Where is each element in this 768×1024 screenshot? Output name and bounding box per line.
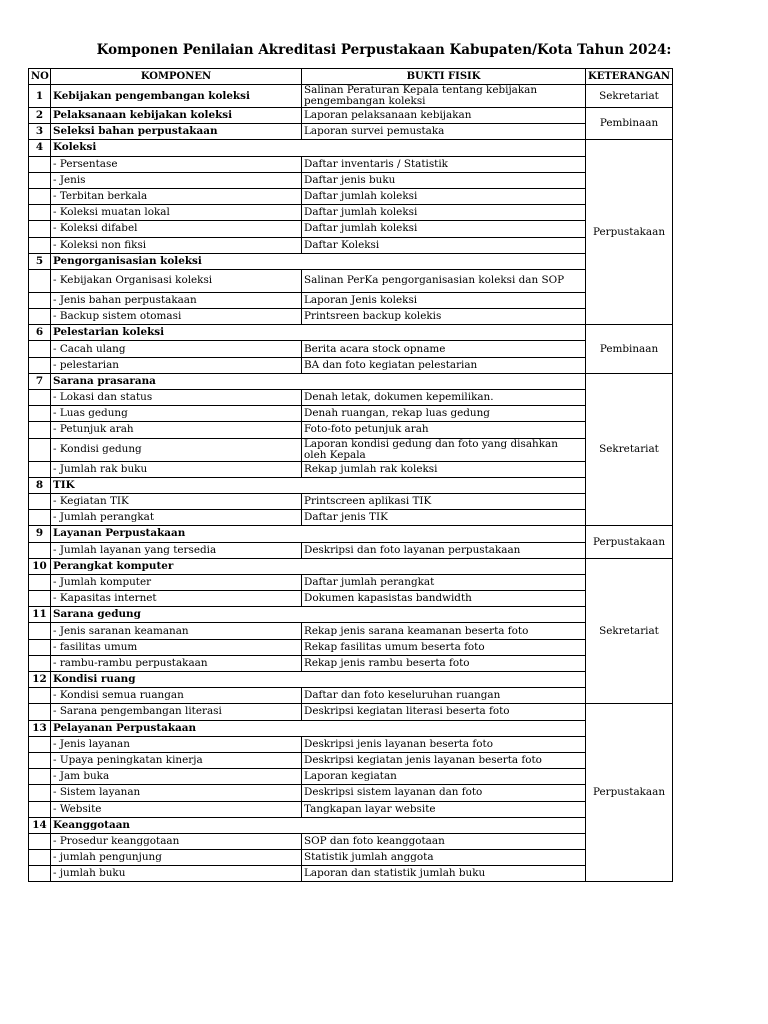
row-number: 14 xyxy=(29,817,51,833)
table-row xyxy=(29,704,673,720)
row-number xyxy=(29,769,51,785)
table-row xyxy=(29,801,673,817)
komponen-cell: - fasilitas umum xyxy=(51,639,302,655)
bukti-fisik-cell: Daftar jumlah koleksi xyxy=(302,188,586,204)
section-row xyxy=(29,85,673,108)
table-row xyxy=(29,188,673,204)
bukti-fisik-cell: Daftar dan foto keseluruhan ruangan xyxy=(302,688,586,704)
table-row xyxy=(29,850,673,866)
komponen-cell: - Koleksi non fiksi xyxy=(51,237,302,253)
row-number xyxy=(29,850,51,866)
komponen-cell: - Upaya peningkatan kinerja xyxy=(51,752,302,768)
komponen-cell: - pelestarian xyxy=(51,357,302,373)
komponen-cell: Kebijakan pengembangan koleksi xyxy=(51,85,302,108)
table-row xyxy=(29,406,673,422)
komponen-cell: - jumlah pengunjung xyxy=(51,850,302,866)
bukti-fisik-cell: Deskripsi sistem layanan dan foto xyxy=(302,785,586,801)
komponen-cell: - rambu-rambu perpustakaan xyxy=(51,655,302,671)
komponen-cell: - Kapasitas internet xyxy=(51,591,302,607)
row-number xyxy=(29,357,51,373)
table-row xyxy=(29,438,673,461)
row-number xyxy=(29,341,51,357)
section-row xyxy=(29,526,673,542)
komponen-cell: - Lokasi dan status xyxy=(51,390,302,406)
komponen-cell: - jumlah buku xyxy=(51,866,302,882)
komponen-cell: - Kebijakan Organisasi koleksi xyxy=(51,269,302,292)
row-number xyxy=(29,156,51,172)
row-number xyxy=(29,639,51,655)
komponen-cell: - Jenis bahan perpustakaan xyxy=(51,292,302,308)
section-title: Pengorganisasian koleksi xyxy=(51,253,586,269)
keterangan-cell: Pembinaan xyxy=(586,108,673,140)
komponen-cell: - Jenis saranan keamanan xyxy=(51,623,302,639)
header-keterangan: KETERANGAN xyxy=(586,69,673,85)
bukti-fisik-cell: Laporan kondisi gedung dan foto yang disahkan oleh Kepala xyxy=(302,438,586,461)
row-number xyxy=(29,205,51,221)
bukti-fisik-cell: Daftar inventaris / Statistik xyxy=(302,156,586,172)
row-number xyxy=(29,542,51,558)
bukti-fisik-cell: Laporan survei pemustaka xyxy=(302,124,586,140)
bukti-fisik-cell: SOP dan foto keanggotaan xyxy=(302,833,586,849)
section-row xyxy=(29,817,673,833)
section-row xyxy=(29,720,673,736)
komponen-cell: Seleksi bahan perpustakaan xyxy=(51,124,302,140)
keterangan-cell: Perpustakaan xyxy=(586,704,673,882)
komponen-cell: - Prosedur keanggotaan xyxy=(51,833,302,849)
komponen-cell: - Kondisi gedung xyxy=(51,438,302,461)
bukti-fisik-cell: Daftar jenis TIK xyxy=(302,510,586,526)
komponen-cell: - Koleksi muatan lokal xyxy=(51,205,302,221)
komponen-cell: - Kegiatan TIK xyxy=(51,493,302,509)
bukti-fisik-cell: Laporan kegiatan xyxy=(302,769,586,785)
section-row xyxy=(29,373,673,389)
section-title: Perangkat komputer xyxy=(51,558,586,574)
section-row xyxy=(29,477,673,493)
row-number xyxy=(29,752,51,768)
bukti-fisik-cell: Deskripsi jenis layanan beserta foto xyxy=(302,736,586,752)
bukti-fisik-cell: Salinan PerKa pengorganisasian koleksi dan SOP xyxy=(302,269,586,292)
table-row xyxy=(29,752,673,768)
table-row xyxy=(29,866,673,882)
row-number: 3 xyxy=(29,124,51,140)
header-no: NO xyxy=(29,69,51,85)
row-number: 1 xyxy=(29,85,51,108)
table-row xyxy=(29,574,673,590)
keterangan-cell: Sekretariat xyxy=(586,373,673,526)
bukti-fisik-cell: Daftar jumlah koleksi xyxy=(302,221,586,237)
section-row xyxy=(29,558,673,574)
section-row xyxy=(29,253,673,269)
table-row xyxy=(29,591,673,607)
row-number xyxy=(29,292,51,308)
section-row xyxy=(29,325,673,341)
keterangan-cell: Pembinaan xyxy=(586,325,673,374)
table-row xyxy=(29,833,673,849)
table-row xyxy=(29,156,673,172)
bukti-fisik-cell: Daftar jumlah perangkat xyxy=(302,574,586,590)
row-number: 4 xyxy=(29,140,51,156)
keterangan-cell: Perpustakaan xyxy=(586,526,673,558)
row-number xyxy=(29,801,51,817)
komponen-cell: - Kondisi semua ruangan xyxy=(51,688,302,704)
row-number xyxy=(29,655,51,671)
komponen-cell: - Sistem layanan xyxy=(51,785,302,801)
row-number: 6 xyxy=(29,325,51,341)
komponen-cell: - Koleksi difabel xyxy=(51,221,302,237)
table-row xyxy=(29,655,673,671)
row-number xyxy=(29,704,51,720)
table-row xyxy=(29,493,673,509)
bukti-fisik-cell: Statistik jumlah anggota xyxy=(302,850,586,866)
table-row xyxy=(29,422,673,438)
row-number: 7 xyxy=(29,373,51,389)
bukti-fisik-cell: BA dan foto kegiatan pelestarian xyxy=(302,357,586,373)
keterangan-cell: Perpustakaan xyxy=(586,140,673,325)
komponen-cell: - Jumlah perangkat xyxy=(51,510,302,526)
row-number: 13 xyxy=(29,720,51,736)
table-row xyxy=(29,688,673,704)
row-number: 5 xyxy=(29,253,51,269)
bukti-fisik-cell: Printscreen aplikasi TIK xyxy=(302,493,586,509)
row-number xyxy=(29,493,51,509)
section-title: Pelestarian koleksi xyxy=(51,325,586,341)
row-number: 8 xyxy=(29,477,51,493)
row-number: 10 xyxy=(29,558,51,574)
row-number xyxy=(29,188,51,204)
section-title: Koleksi xyxy=(51,140,586,156)
row-number xyxy=(29,688,51,704)
komponen-cell: - Terbitan berkala xyxy=(51,188,302,204)
section-row xyxy=(29,607,673,623)
table-row xyxy=(29,172,673,188)
row-number xyxy=(29,510,51,526)
bukti-fisik-cell: Deskripsi dan foto layanan perpustakaan xyxy=(302,542,586,558)
bukti-fisik-cell: Rekap jenis sarana keamanan beserta foto xyxy=(302,623,586,639)
table-row xyxy=(29,623,673,639)
table-row xyxy=(29,292,673,308)
komponen-cell: - Luas gedung xyxy=(51,406,302,422)
keterangan-cell: Sekretariat xyxy=(586,85,673,108)
section-title: Keanggotaan xyxy=(51,817,586,833)
bukti-fisik-cell: Rekap jumlah rak koleksi xyxy=(302,461,586,477)
table-header-row xyxy=(29,69,673,85)
table-row xyxy=(29,269,673,292)
komponen-cell: - Jumlah layanan yang tersedia xyxy=(51,542,302,558)
komponen-cell: - Jenis xyxy=(51,172,302,188)
table-row xyxy=(29,390,673,406)
section-title: Sarana gedung xyxy=(51,607,586,623)
komponen-cell: - Cacah ulang xyxy=(51,341,302,357)
komponen-cell: - Jam buka xyxy=(51,769,302,785)
section-title: TIK xyxy=(51,477,586,493)
row-number xyxy=(29,574,51,590)
document-title: Komponen Penilaian Akreditasi Perpustakaan Kabupaten/Kota Tahun 2024: xyxy=(96,42,672,58)
section-row xyxy=(29,108,673,124)
row-number xyxy=(29,736,51,752)
table-row xyxy=(29,341,673,357)
komponen-cell: Pelaksanaan kebijakan koleksi xyxy=(51,108,302,124)
bukti-fisik-cell: Deskripsi kegiatan jenis layanan beserta foto xyxy=(302,752,586,768)
komponen-cell: - Jumlah rak buku xyxy=(51,461,302,477)
row-number xyxy=(29,422,51,438)
table-row xyxy=(29,736,673,752)
bukti-fisik-cell: Salinan Peraturan Kepala tentang kebijakan pengembangan koleksi xyxy=(302,85,586,108)
section-title: Kondisi ruang xyxy=(51,672,586,688)
bukti-fisik-cell: Laporan Jenis koleksi xyxy=(302,292,586,308)
row-number xyxy=(29,591,51,607)
bukti-fisik-cell: Foto-foto petunjuk arah xyxy=(302,422,586,438)
table-row xyxy=(29,205,673,221)
row-number: 9 xyxy=(29,526,51,542)
row-number xyxy=(29,237,51,253)
komponen-cell: - Backup sistem otomasi xyxy=(51,309,302,325)
keterangan-cell: Sekretariat xyxy=(586,558,673,704)
table-row xyxy=(29,785,673,801)
komponen-cell: - Persentase xyxy=(51,156,302,172)
header-komponen: KOMPONEN xyxy=(51,69,302,85)
table-row xyxy=(29,542,673,558)
bukti-fisik-cell: Denah ruangan, rekap luas gedung xyxy=(302,406,586,422)
row-number xyxy=(29,172,51,188)
row-number xyxy=(29,309,51,325)
komponen-cell: - Jenis layanan xyxy=(51,736,302,752)
komponen-cell: - Petunjuk arah xyxy=(51,422,302,438)
bukti-fisik-cell: Denah letak, dokumen kepemilikan. xyxy=(302,390,586,406)
section-row xyxy=(29,140,673,156)
row-number xyxy=(29,269,51,292)
bukti-fisik-cell: Laporan pelaksanaan kebijakan xyxy=(302,108,586,124)
table-row xyxy=(29,237,673,253)
table-row xyxy=(29,639,673,655)
akreditasi-table xyxy=(28,68,673,882)
section-title: Layanan Perpustakaan xyxy=(51,526,586,542)
bukti-fisik-cell: Deskripsi kegiatan literasi beserta foto xyxy=(302,704,586,720)
section-row xyxy=(29,672,673,688)
komponen-cell: - Jumlah komputer xyxy=(51,574,302,590)
row-number xyxy=(29,221,51,237)
row-number: 2 xyxy=(29,108,51,124)
bukti-fisik-cell: Laporan dan statistik jumlah buku xyxy=(302,866,586,882)
komponen-cell: - Website xyxy=(51,801,302,817)
bukti-fisik-cell: Rekap jenis rambu beserta foto xyxy=(302,655,586,671)
section-title: Pelayanan Perpustakaan xyxy=(51,720,586,736)
row-number xyxy=(29,390,51,406)
bukti-fisik-cell: Berita acara stock opname xyxy=(302,341,586,357)
bukti-fisik-cell: Rekap fasilitas umum beserta foto xyxy=(302,639,586,655)
bukti-fisik-cell: Daftar Koleksi xyxy=(302,237,586,253)
header-bukti-fisik: BUKTI FISIK xyxy=(302,69,586,85)
table-row xyxy=(29,461,673,477)
row-number xyxy=(29,406,51,422)
section-row xyxy=(29,124,673,140)
row-number: 12 xyxy=(29,672,51,688)
bukti-fisik-cell: Daftar jumlah koleksi xyxy=(302,205,586,221)
row-number xyxy=(29,785,51,801)
komponen-cell: - Sarana pengembangan literasi xyxy=(51,704,302,720)
table-row xyxy=(29,357,673,373)
bukti-fisik-cell: Daftar jenis buku xyxy=(302,172,586,188)
bukti-fisik-cell: Tangkapan layar website xyxy=(302,801,586,817)
row-number xyxy=(29,438,51,461)
row-number: 11 xyxy=(29,607,51,623)
section-title: Sarana prasarana xyxy=(51,373,586,389)
row-number xyxy=(29,623,51,639)
table-row xyxy=(29,221,673,237)
row-number xyxy=(29,866,51,882)
table-row xyxy=(29,510,673,526)
row-number xyxy=(29,833,51,849)
bukti-fisik-cell: Printsreen backup kolekis xyxy=(302,309,586,325)
row-number xyxy=(29,461,51,477)
table-row xyxy=(29,769,673,785)
bukti-fisik-cell: Dokumen kapasistas bandwidth xyxy=(302,591,586,607)
table-row xyxy=(29,309,673,325)
